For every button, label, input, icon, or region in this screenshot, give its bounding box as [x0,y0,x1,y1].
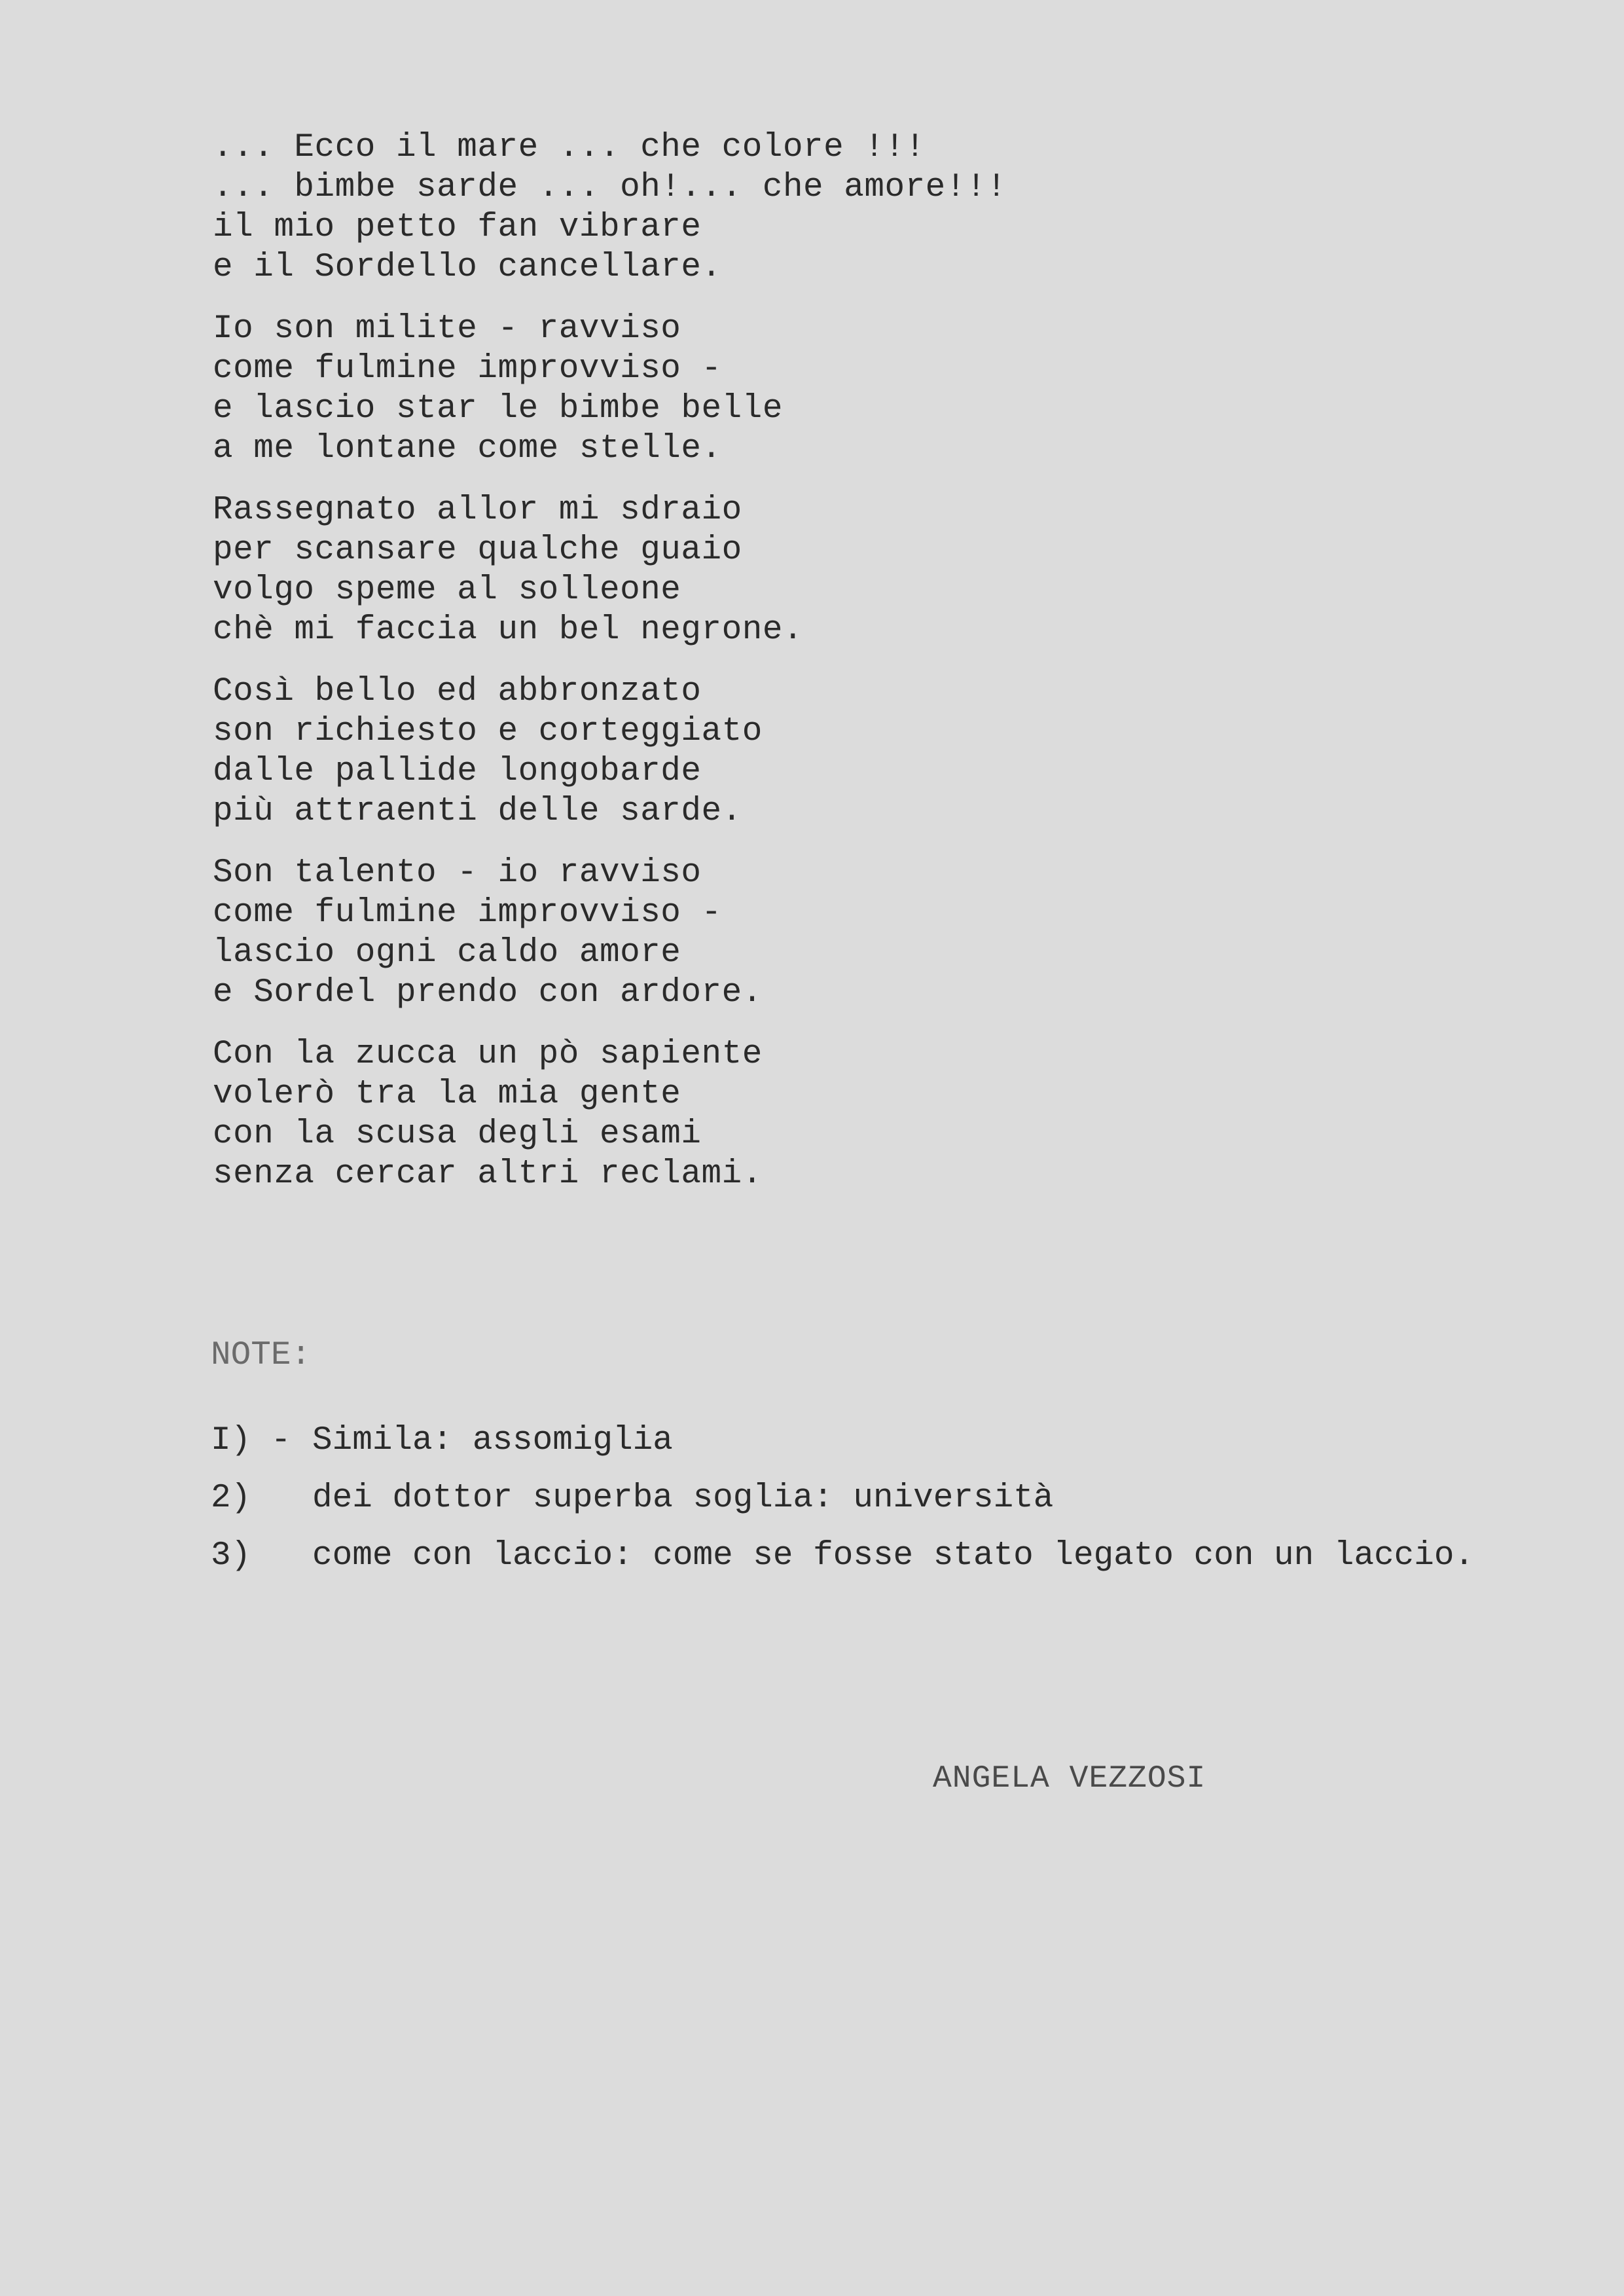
poem-line: il mio petto fan vibrare [213,209,702,246]
poem-line: come fulmine improvviso - [213,350,722,388]
poem-line: più attraenti delle sarde. [213,793,742,830]
stanza-5 [213,853,1195,1013]
poem-line: chè mi faccia un bel negrone. [213,611,804,649]
note-text: come con laccio: come se fosse stato legato con un laccio. [312,1537,1475,1575]
stanza-2 [213,309,1195,469]
poem-line: con la scusa degli esami [213,1116,702,1153]
poem-line: volgo speme al solleone [213,572,681,609]
stanza-3 [213,490,1195,650]
poem-line: Rassegnato allor mi sdraio [213,492,742,529]
poem-line: Così bello ed abbronzato [213,673,702,710]
notes-list [211,1421,1553,1594]
stanza-6 [213,1034,1195,1194]
poem-line: dalle pallide longobarde [213,753,702,790]
poem-line: ... Ecco il mare ... che colore !!! [213,129,926,166]
poem-line: e Sordel prendo con ardore. [213,974,763,1011]
stanza-1 [213,128,1195,287]
note-item [211,1536,1553,1576]
note-item [211,1421,1553,1461]
poem-line: e il Sordello cancellare. [213,249,722,286]
poem-line: senza cercar altri reclami. [213,1156,763,1193]
poem-line: ... bimbe sarde ... oh!... che amore!!! [213,169,1007,206]
note-text: Simila: assomiglia [312,1422,673,1459]
poem-line: Son talento - io ravviso [213,854,702,892]
poem-line: a me lontane come stelle. [213,430,722,467]
poem-line: volerò tra la mia gente [213,1076,681,1113]
note-number: 3) [211,1537,251,1575]
poem-line: Io son milite - ravviso [213,310,681,348]
poem-line: e lascio star le bimbe belle [213,390,783,428]
poem-line: lascio ogni caldo amore [213,934,681,972]
poem-line: son richiesto e corteggiato [213,713,763,750]
note-number: I) - [211,1422,291,1459]
poem-line: Con la zucca un pò sapiente [213,1036,763,1073]
poem-line: come fulmine improvviso - [213,894,722,932]
stanza-4 [213,672,1195,831]
poem [213,128,1195,1216]
note-number: 2) [211,1480,251,1517]
note-item [211,1478,1553,1518]
author-signature: ANGELA VEZZOSI [933,1761,1206,1796]
notes-heading: NOTE: [211,1337,312,1374]
note-text: dei dottor superba soglia: università [312,1480,1054,1517]
poem-line: per scansare qualche guaio [213,532,742,569]
